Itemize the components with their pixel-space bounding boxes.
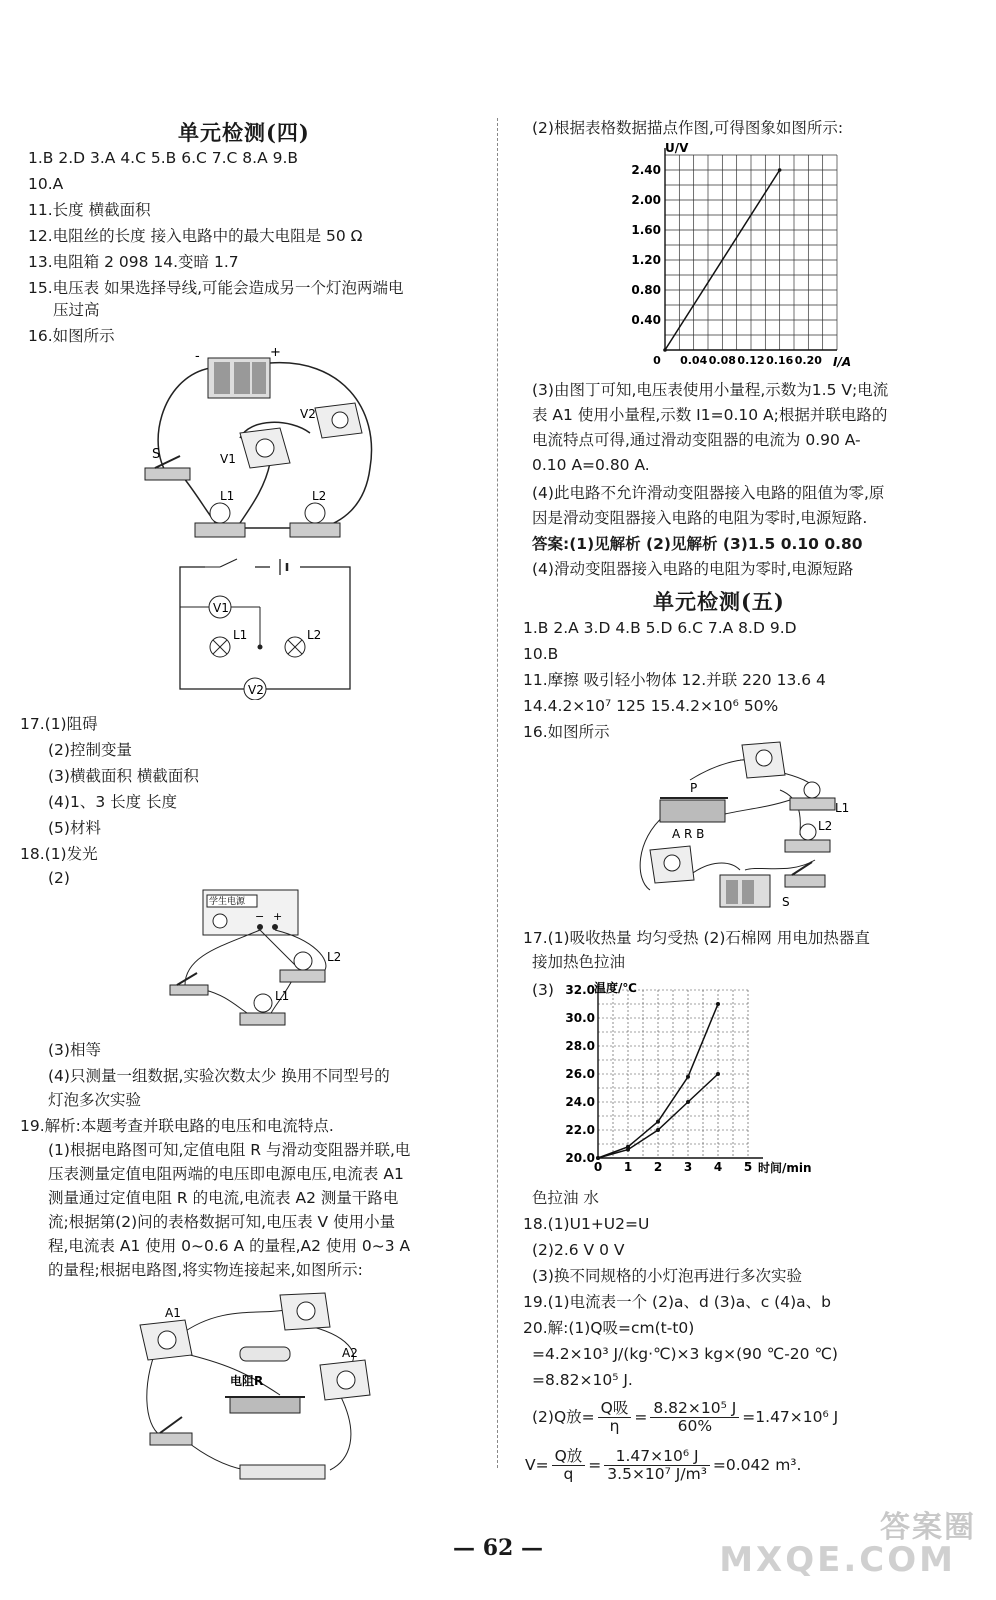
x-tick-label: 1 [623, 1160, 633, 1174]
switch-label: S [152, 447, 161, 462]
answer-line: 测量通过定值电阻 R 的电流,电流表 A2 测量干路电 [48, 1189, 399, 1207]
answer-line: 1.B 2.D 3.A 4.C 5.B 6.C 7.C 8.A 9.B [28, 149, 299, 167]
y-tick-label: 28.0 [565, 1039, 595, 1053]
data-point [596, 1156, 600, 1160]
answer-line: 13.电阻箱 2 098 14.变暗 1.7 [28, 253, 239, 271]
y-tick-label: 24.0 [565, 1095, 595, 1109]
chart-grid [598, 990, 748, 1158]
fig16b-arb-label: A R B [672, 827, 705, 841]
fig16b-s-label: S [782, 895, 790, 909]
data-point [686, 1100, 690, 1104]
data-point [716, 1002, 720, 1006]
y-tick-label: 20.0 [565, 1151, 595, 1165]
answer-line: =4.2×10³ J/(kg·℃)×3 kg×(90 ℃-20 ℃) [532, 1345, 838, 1363]
y-tick-label: 0.40 [631, 313, 661, 327]
u-i-chart [615, 138, 855, 370]
answer-line: 15.电压表 如果选择导线,可能会造成另一个灯泡两端电 [28, 279, 404, 297]
answer-line: 14.4.2×10⁷ 125 15.4.2×10⁶ 50% [523, 697, 779, 715]
x-tick-label: 3 [683, 1160, 693, 1174]
answer-line: 16.如图所示 [523, 723, 610, 741]
data-point [656, 1128, 660, 1132]
svg-text:−: − [255, 910, 265, 923]
y-axis-label: 温度/℃ [594, 981, 637, 995]
chart-ticks [565, 983, 752, 1174]
fig16b-p-label: P [690, 781, 698, 795]
answer-line: 20.解:(1)Q吸=cm(t-t0) [523, 1319, 695, 1337]
section-heading-4: 单元检测(四) [178, 120, 310, 145]
x-tick-label: 0 [593, 1160, 603, 1174]
svg-text:+: + [273, 910, 283, 923]
y-tick-label: 1.20 [631, 253, 661, 267]
answer-line: 表 A1 使用小量程,示数 I1=0.10 A;根据并联电路的 [532, 406, 888, 424]
l2-label: L2 [312, 489, 327, 503]
fig16b-l1-label: L1 [835, 801, 850, 815]
y-tick-label: 30.0 [565, 1011, 595, 1025]
answer-line: 18.(1)U1+U2=U [523, 1215, 650, 1233]
answer-line: (4)只测量一组数据,实验次数太少 换用不同型号的 [48, 1067, 390, 1085]
answer-line: (2)控制变量 [48, 741, 132, 759]
answer-summary: 答案:(1)见解析 (2)见解析 (3)1.5 0.10 0.80 [532, 535, 863, 553]
schematic-v1-label: V1 [213, 601, 229, 615]
answer-line: (2)2.6 V 0 V [532, 1241, 625, 1259]
y-tick-label: 26.0 [565, 1067, 595, 1081]
x-tick-label: 0.08 [708, 354, 736, 367]
x-tick-label: 0.04 [680, 354, 708, 367]
answer-line: 的量程;根据电路图,将实物连接起来,如图所示: [48, 1261, 363, 1279]
circuit-figure-18 [165, 885, 355, 1030]
y-tick-label: 2.00 [631, 193, 661, 207]
answer-line: 0.10 A=0.80 A. [532, 456, 650, 474]
battery-plus-label: + [270, 348, 281, 360]
data-point [663, 348, 667, 352]
answer-line: 压过高 [53, 301, 100, 319]
answer-line: 接加热色拉油 [532, 953, 626, 971]
v2-label: V2 [300, 407, 316, 421]
x-axis-label: 时间/min [758, 1161, 812, 1175]
answer-line: 16.如图所示 [28, 327, 115, 345]
fig19-a2-label: A2 [342, 1346, 358, 1360]
answer-line: =8.82×10⁵ J. [532, 1371, 633, 1389]
data-point [626, 1148, 630, 1152]
answer-line: (2)根据表格数据描点作图,可得图象如图所示: [532, 119, 844, 137]
x-tick-label: 4 [713, 1160, 723, 1174]
answer-line: 灯泡多次实验 [48, 1091, 142, 1109]
y-axis-label: U/V [665, 141, 689, 155]
fig16b-l2-label: L2 [818, 819, 833, 833]
answer-line: 10.A [28, 175, 64, 193]
answer-line: (5)材料 [48, 819, 101, 837]
circuit-figure-16b [630, 740, 860, 915]
data-point [686, 1075, 690, 1079]
chart-ticks [631, 163, 822, 367]
answer-line: (3)相等 [48, 1041, 101, 1059]
chart-axes [598, 986, 763, 1158]
answer-line: 12.电阻丝的长度 接入电路中的最大电阻是 50 Ω [28, 227, 363, 245]
answer-line: 19.(1)电流表一个 (2)a、d (3)a、c (4)a、b [523, 1293, 831, 1311]
answer-line: 压表测量定值电阻两端的电压即电源电压,电流表 A1 [48, 1165, 404, 1183]
answer-line: (3)横截面积 横截面积 [48, 767, 199, 785]
data-point [656, 1120, 660, 1124]
temperature-time-chart [550, 978, 820, 1178]
answer-line: 10.B [523, 645, 559, 663]
power-source-label: 学生电源 [209, 897, 246, 907]
battery-minus-label: - [195, 349, 200, 364]
x-tick-label: 5 [743, 1160, 753, 1174]
y-tick-label: 32.0 [565, 983, 595, 997]
x-tick-label: 0.12 [737, 354, 765, 367]
fig19-resistor-label: 电阻R [230, 1374, 264, 1388]
answer-line: 18.(1)发光 [20, 845, 98, 863]
fig18-l2-label: L2 [327, 950, 342, 964]
fig18-l1-label: L1 [275, 989, 290, 1003]
y-tick-label: 2.40 [631, 163, 661, 177]
watermark-logo: 答案圈 [880, 1510, 976, 1545]
answer-line: 程,电流表 A1 使用 0~0.6 A 的量程,A2 使用 0~3 A [48, 1237, 411, 1255]
x-tick-label: 2 [653, 1160, 663, 1174]
page-number: — 62 — [453, 1535, 543, 1561]
circuit-figure-16 [140, 348, 390, 553]
x-axis-label: I/A [833, 355, 852, 369]
answer-line: (3) [532, 981, 554, 999]
x-tick-label: 0.16 [766, 354, 794, 367]
schematic-v2-label: V2 [248, 683, 264, 697]
answer-line: 17.(1)阻碍 [20, 715, 98, 733]
y-tick-label: 0.80 [631, 283, 661, 297]
answer-line: 17.(1)吸收热量 均匀受热 (2)石棉网 用电加热器直 [523, 929, 870, 947]
answer-line: 11.长度 横截面积 [28, 201, 151, 219]
column-divider [497, 118, 498, 1468]
watermark-site: MXQE.COM [719, 1540, 956, 1580]
answer-line: (3)换不同规格的小灯泡再进行多次实验 [532, 1267, 802, 1285]
schematic-l1-label: L1 [233, 628, 248, 642]
answer-line: 19.解析:本题考查并联电路的电压和电流特点. [20, 1117, 334, 1135]
fig19-a1-label: A1 [165, 1306, 181, 1320]
data-point [778, 168, 782, 172]
answer-line: (4)此电路不允许滑动变阻器接入电路的阻值为零,原 [532, 484, 885, 502]
answer-line: 色拉油 水 [532, 1189, 599, 1207]
x-tick-label: 0 [653, 354, 661, 367]
y-tick-label: 1.60 [631, 223, 661, 237]
chart-grid [665, 155, 837, 350]
data-point [716, 1072, 720, 1076]
y-tick-label: 22.0 [565, 1123, 595, 1137]
answer-line: (4)滑动变阻器接入电路的电阻为零时,电源短路 [532, 560, 854, 578]
answer-line: 因是滑动变阻器接入电路的电阻为零时,电源短路. [532, 509, 868, 527]
answer-line: (2) [48, 869, 70, 887]
x-tick-label: 0.20 [794, 354, 822, 367]
answer-line: 1.B 2.A 3.D 4.B 5.D 6.C 7.A 8.D 9.D [523, 619, 797, 637]
answer-line: (1)根据电路图可知,定值电阻 R 与滑动变阻器并联,电 [48, 1141, 411, 1159]
v1-label: V1 [220, 452, 236, 466]
chart-series [596, 1002, 720, 1160]
answer-line: 流;根据第(2)问的表格数据可知,电压表 V 使用小量 [48, 1213, 396, 1231]
circuit-schematic-16 [175, 555, 375, 700]
answer-line: 电流特点可得,通过滑动变阻器的电流为 0.90 A- [532, 431, 861, 449]
l1-label: L1 [220, 489, 235, 503]
formula-volume: V= $\frac{\text{Q放}}{q}$ = $\frac{\text{1.47×10⁶ J}}{\text{3.5×10⁷ J/m³}}$ =0.042 m³. [525, 1447, 802, 1483]
circuit-figure-19 [130, 1285, 390, 1485]
answer-line: (3)由图丁可知,电压表使用小量程,示数为1.5 V;电流 [532, 381, 889, 399]
schematic-l2-label: L2 [307, 628, 322, 642]
answer-line: 11.摩擦 吸引轻小物体 12.并联 220 13.6 4 [523, 671, 826, 689]
answer-line: (4)1、3 长度 长度 [48, 793, 178, 811]
formula-q-released: (2)Q放= $\frac{\text{Q吸}}{\eta}$ = $\frac{\text{8.82×10⁵ J}}{60\%}$ =1.47×10⁶ J [532, 1399, 839, 1435]
section-heading-5: 单元检测(五) [653, 589, 785, 614]
